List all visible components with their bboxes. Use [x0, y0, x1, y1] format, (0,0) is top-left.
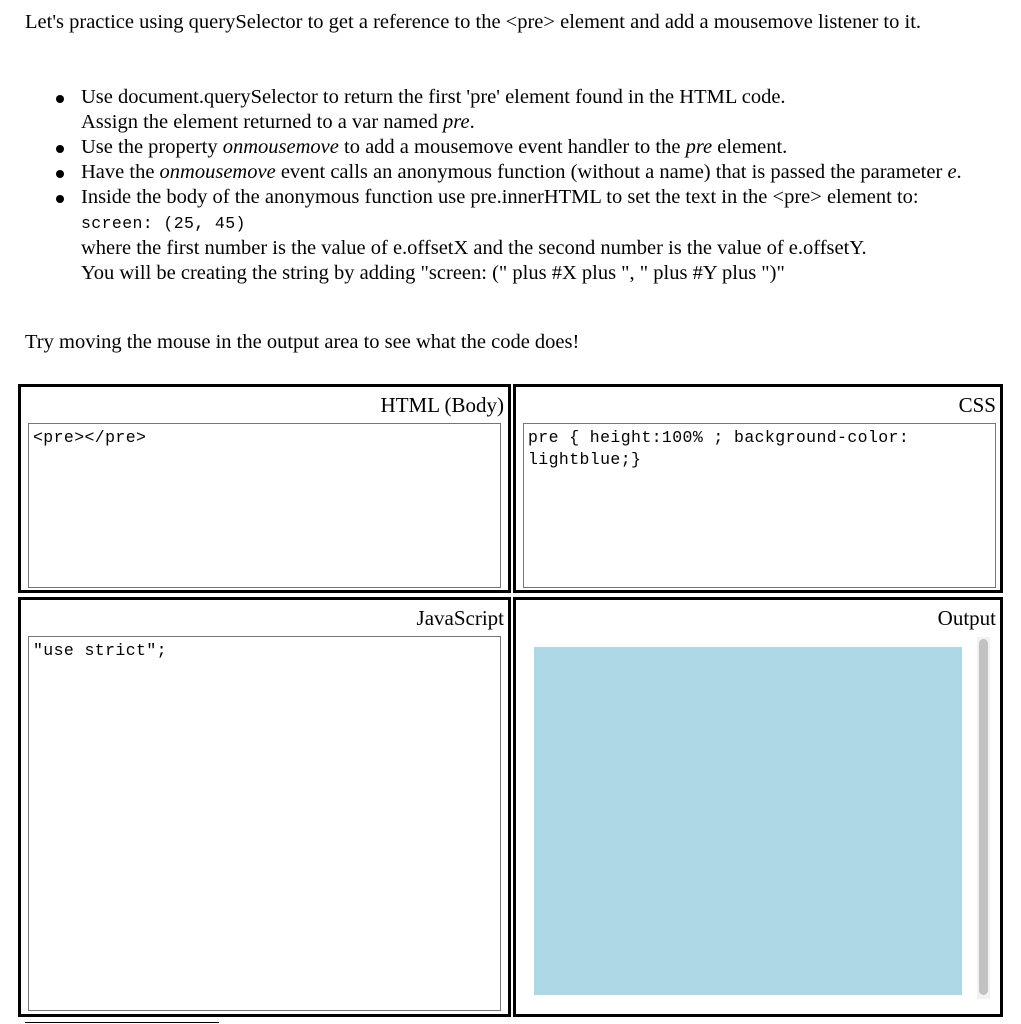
output-scrollbar[interactable]	[977, 637, 990, 999]
example-code: screen: (25, 45)	[81, 214, 246, 233]
list-item: Have the onmousemove event calls an anonymous function (without a name) that is passed the parameter e.	[81, 160, 1001, 185]
list-item: Use document.querySelector to return the first 'pre' element found in the HTML code. Assign the element returned to a var named pre.	[81, 85, 1001, 135]
intro-text: Let's practice using querySelector to get a reference to the <pre> element and add a mousemove listener to it.	[25, 11, 922, 33]
javascript-panel	[18, 597, 511, 1017]
list-item: Use the property onmousemove to add a mousemove event handler to the pre element.	[81, 135, 1001, 160]
javascript-panel-title: JavaScript	[416, 606, 504, 630]
output-pre-area[interactable]	[534, 647, 962, 995]
output-panel-title: Output	[937, 606, 996, 630]
css-editor[interactable]	[523, 423, 996, 588]
css-panel	[513, 384, 1003, 593]
html-editor[interactable]	[28, 423, 501, 588]
css-panel-title: CSS	[958, 393, 996, 417]
list-item: Inside the body of the anonymous function use pre.innerHTML to set the text in the <pre> element to: screen: (25, 45) where the first number is the value of e.offsetX and the second number is the value of e.offsetY. You will be creating the string by adding "screen: (" plus #X plus ", " plus #Y plus ")"	[81, 185, 1001, 286]
html-panel	[18, 384, 511, 593]
html-panel-title: HTML (Body)	[380, 393, 504, 417]
javascript-editor[interactable]	[28, 636, 501, 1011]
instruction-list	[81, 85, 1001, 286]
divider	[25, 1022, 219, 1023]
output-panel	[513, 597, 1003, 1017]
scrollbar-thumb[interactable]	[979, 639, 988, 995]
try-text: Try moving the mouse in the output area to see what the code does!	[25, 331, 580, 353]
